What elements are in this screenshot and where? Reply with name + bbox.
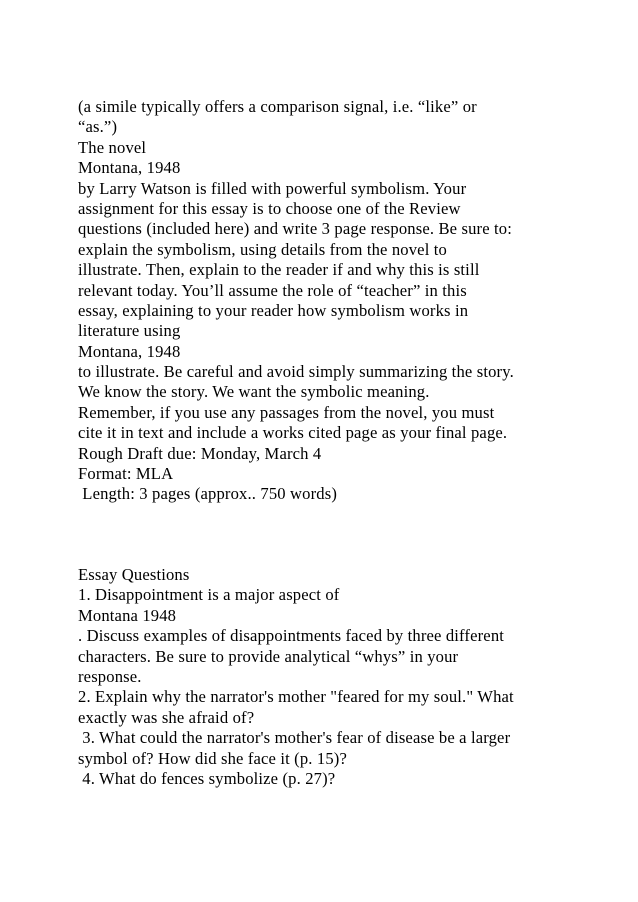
text-line: explain the symbolism, using details from the novel to — [78, 239, 447, 259]
text-line: by Larry Watson is filled with powerful symbolism. Your — [78, 178, 467, 198]
text-line: “as.”) — [78, 117, 118, 137]
length-line: Length: 3 pages (approx.. 750 words) — [78, 484, 338, 504]
book-title-line: Montana, 1948 — [78, 158, 181, 178]
text-line: (a simile typically offers a comparison signal, i.e. “like” or — [78, 97, 477, 116]
question-line: characters. Be sure to provide analytical “whys” in your — [78, 646, 459, 666]
assignment-instructions — [78, 97, 578, 505]
text-line: illustrate. Then, explain to the reader if and why this is still — [78, 260, 480, 280]
text-line: assignment for this essay is to choose one of the Review — [78, 198, 461, 218]
text-line: literature using — [78, 321, 181, 341]
section-heading: Essay Questions — [78, 565, 190, 584]
question-line: 3. What could the narrator's mother's fear of disease be a larger — [78, 728, 511, 748]
text-line: essay, explaining to your reader how symbolism works in — [78, 300, 469, 320]
question-line: . Discuss examples of disappointments faced by three different — [78, 626, 505, 646]
question-line: 2. Explain why the narrator's mother "feared for my soul." What — [78, 687, 514, 707]
format-line: Format: MLA — [78, 464, 174, 484]
text-line: questions (included here) and write 3 page response. Be sure to: — [78, 219, 512, 239]
question-line: symbol of? How did she face it (p. 15)? — [78, 748, 347, 768]
book-title-line: Montana, 1948 — [78, 341, 181, 361]
text-line: The novel — [78, 137, 147, 157]
question-line: exactly was she afraid of? — [78, 707, 255, 727]
text-line: relevant today. You’ll assume the role of “teacher” in this — [78, 280, 467, 300]
text-line: to illustrate. Be careful and avoid simply summarizing the story. — [78, 362, 514, 382]
essay-questions — [78, 565, 578, 789]
question-line: response. — [78, 666, 142, 686]
text-line: Remember, if you use any passages from the novel, you must — [78, 402, 495, 422]
text-line: We know the story. We want the symbolic meaning. — [78, 382, 430, 402]
question-line: 1. Disappointment is a major aspect of — [78, 585, 340, 605]
book-title-line: Montana 1948 — [78, 605, 177, 625]
question-line: 4. What do fences symbolize (p. 27)? — [78, 768, 336, 788]
text-line: cite it in text and include a works cited page as your final page. — [78, 423, 508, 443]
due-date-line: Rough Draft due: Monday, March 4 — [78, 443, 322, 463]
